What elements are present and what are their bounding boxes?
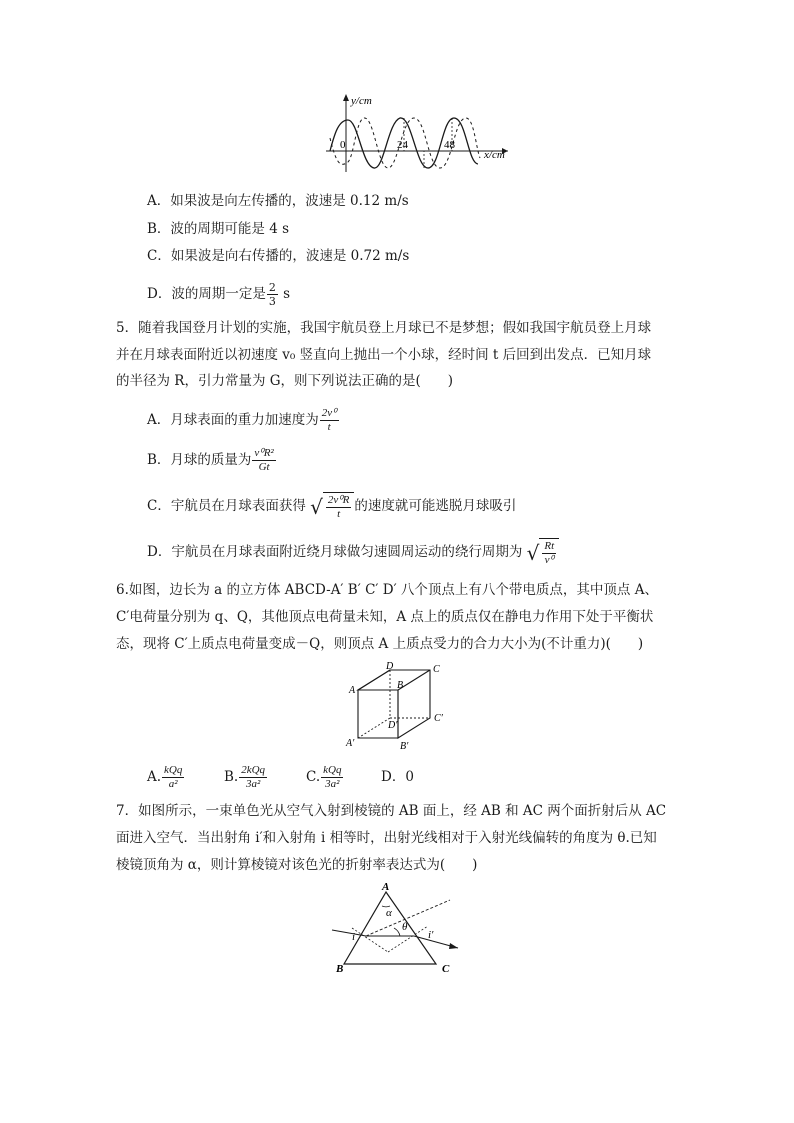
- vertex-label-a-prime: A′: [346, 738, 355, 749]
- q6-option-c-prefix: C.: [306, 769, 321, 785]
- wave-figure: [318, 88, 518, 178]
- fraction-numerator: 2: [268, 281, 276, 294]
- q6-option-a-prefix: A.: [147, 769, 162, 785]
- q6-stem-line-3: 态，现将 C′上质点电荷量变成－Q，则顶点 A 上质点受力的合力大小为(不计重力)( ): [116, 636, 644, 652]
- prism-vertex-c: C: [442, 963, 450, 975]
- vertex-label-c: C: [433, 664, 440, 675]
- q5-stem-line-2: 并在月球表面附近以初速度 v₀ 竖直向上抛出一个小球，经时间 t 后回到出发点．已知月球: [116, 347, 652, 363]
- fraction-denominator: a²: [168, 778, 178, 790]
- q5-option-b: [147, 446, 277, 474]
- deviation-angle-theta: θ: [402, 921, 408, 933]
- prism-vertex-a: A: [382, 881, 390, 893]
- q4-option-d: [147, 280, 290, 308]
- q4-option-d-prefix: D．波的周期一定是: [147, 286, 266, 302]
- q6-option-a: [147, 762, 185, 792]
- exit-angle-i-prime: i′: [428, 929, 434, 941]
- fraction-denominator: 3: [268, 295, 276, 308]
- fraction-denominator: t: [327, 421, 331, 433]
- fraction-numerator: 2v⁰: [321, 407, 337, 419]
- q4-option-c: C．如果波是向右传播的，波速是 0.72 m/s: [147, 248, 410, 264]
- tick-label-48: 48: [444, 139, 455, 151]
- q6-option-d: D．0: [381, 769, 414, 785]
- q5-option-d: [147, 536, 559, 568]
- q5-option-c: [147, 490, 516, 522]
- q4-option-b: B．波的周期可能是 4 s: [147, 221, 290, 237]
- x-axis-label: x/cm: [484, 149, 505, 161]
- vertex-label-a: A: [349, 685, 356, 696]
- vertex-label-d-prime: D′: [388, 720, 398, 731]
- q5-option-b-fraction: [252, 447, 275, 474]
- vertex-label-d: D: [386, 661, 394, 672]
- q4-option-d-fraction: [267, 281, 278, 308]
- q4-option-a: A．如果波是向左传播的，波速是 0.12 m/s: [147, 193, 409, 209]
- square-root: √ $\frac{\text{2v⁰R}}{t}$: [310, 492, 354, 522]
- fraction-numerator: 2v⁰R: [327, 493, 350, 506]
- fraction-denominator: v⁰: [544, 553, 554, 566]
- q5-stem-line-1: 5．随着我国登月计划的实施，我国宇航员登上月球已不是梦想；假如我国宇航员登上月球: [116, 320, 652, 336]
- fraction-numerator: kQq: [164, 764, 183, 776]
- cube-figure: [340, 660, 460, 752]
- q7-stem-line-3: 棱镜顶角为 α，则计算棱镜对该色光的折射率表达式为( ): [116, 857, 478, 873]
- q5-option-a: [147, 406, 340, 434]
- y-axis-label: y/cm: [351, 95, 372, 107]
- q6-option-c: [306, 762, 344, 792]
- q5-option-d-prefix: D．宇航员在月球表面附近绕月球做匀速圆周运动的绕行周期为: [147, 544, 523, 560]
- q7-stem-line-2: 面进入空气．当出射角 i′和入射角 i 相等时，出射光线相对于入射光线偏转的角度为 θ.已知: [116, 830, 657, 846]
- square-root: √ $\frac{Rt}{\text{v⁰}}$: [527, 538, 560, 568]
- q5-option-c-suffix: 的速度就可能逃脱月球吸引: [354, 498, 517, 514]
- q5-option-b-prefix: B．月球的质量为: [147, 452, 252, 468]
- apex-angle-alpha: α: [386, 907, 392, 919]
- origin-label: 0: [340, 139, 346, 151]
- q6-stem-line-1: 6.如图，边长为 a 的立方体 ABCD-A′ B′ C′ D′ 八个顶点上有八个带电质点，其中顶点 A、: [116, 582, 658, 598]
- fraction-numerator: v⁰R²: [254, 447, 274, 459]
- prism-figure: [330, 880, 470, 976]
- fraction-denominator: t: [337, 507, 341, 520]
- q6-option-b-prefix: B.: [224, 769, 239, 785]
- tick-label-24: 24: [397, 139, 408, 151]
- q5-option-c-prefix: C．宇航员在月球表面获得: [147, 498, 306, 514]
- q5-stem-line-3: 的半径为 R，引力常量为 G，则下列说法正确的是( ): [116, 373, 454, 389]
- prism-outline: [344, 892, 436, 964]
- fraction-denominator: 3a²: [245, 778, 261, 790]
- q4-option-d-suffix: s: [278, 286, 291, 302]
- q5-option-a-fraction: [320, 407, 339, 434]
- fraction-numerator: 2kQq: [241, 764, 266, 776]
- incident-angle-i: i: [352, 931, 356, 943]
- q5-option-a-prefix: A．月球表面的重力加速度为: [147, 412, 319, 428]
- q7-stem-line-1: 7．如图所示，一束单色光从空气入射到棱镜的 AB 面上，经 AB 和 AC 两个面折射后从 AC: [116, 803, 667, 819]
- vertex-label-c-prime: C′: [434, 713, 443, 724]
- q6-option-b: [224, 762, 268, 792]
- fraction-denominator: 3a²: [325, 778, 340, 790]
- vertex-label-b-prime: B′: [400, 741, 409, 752]
- fraction-denominator: Gt: [258, 461, 270, 473]
- fraction-numerator: kQq: [323, 764, 342, 776]
- prism-vertex-b: B: [336, 963, 344, 975]
- q6-stem-line-2: C′电荷量分别为 q、Q，其他顶点电荷量未知，A 点上的质点仅在静电力作用下处于平衡状: [116, 609, 654, 625]
- fraction-numerator: Rt: [544, 539, 555, 552]
- vertex-label-b: B: [397, 680, 404, 691]
